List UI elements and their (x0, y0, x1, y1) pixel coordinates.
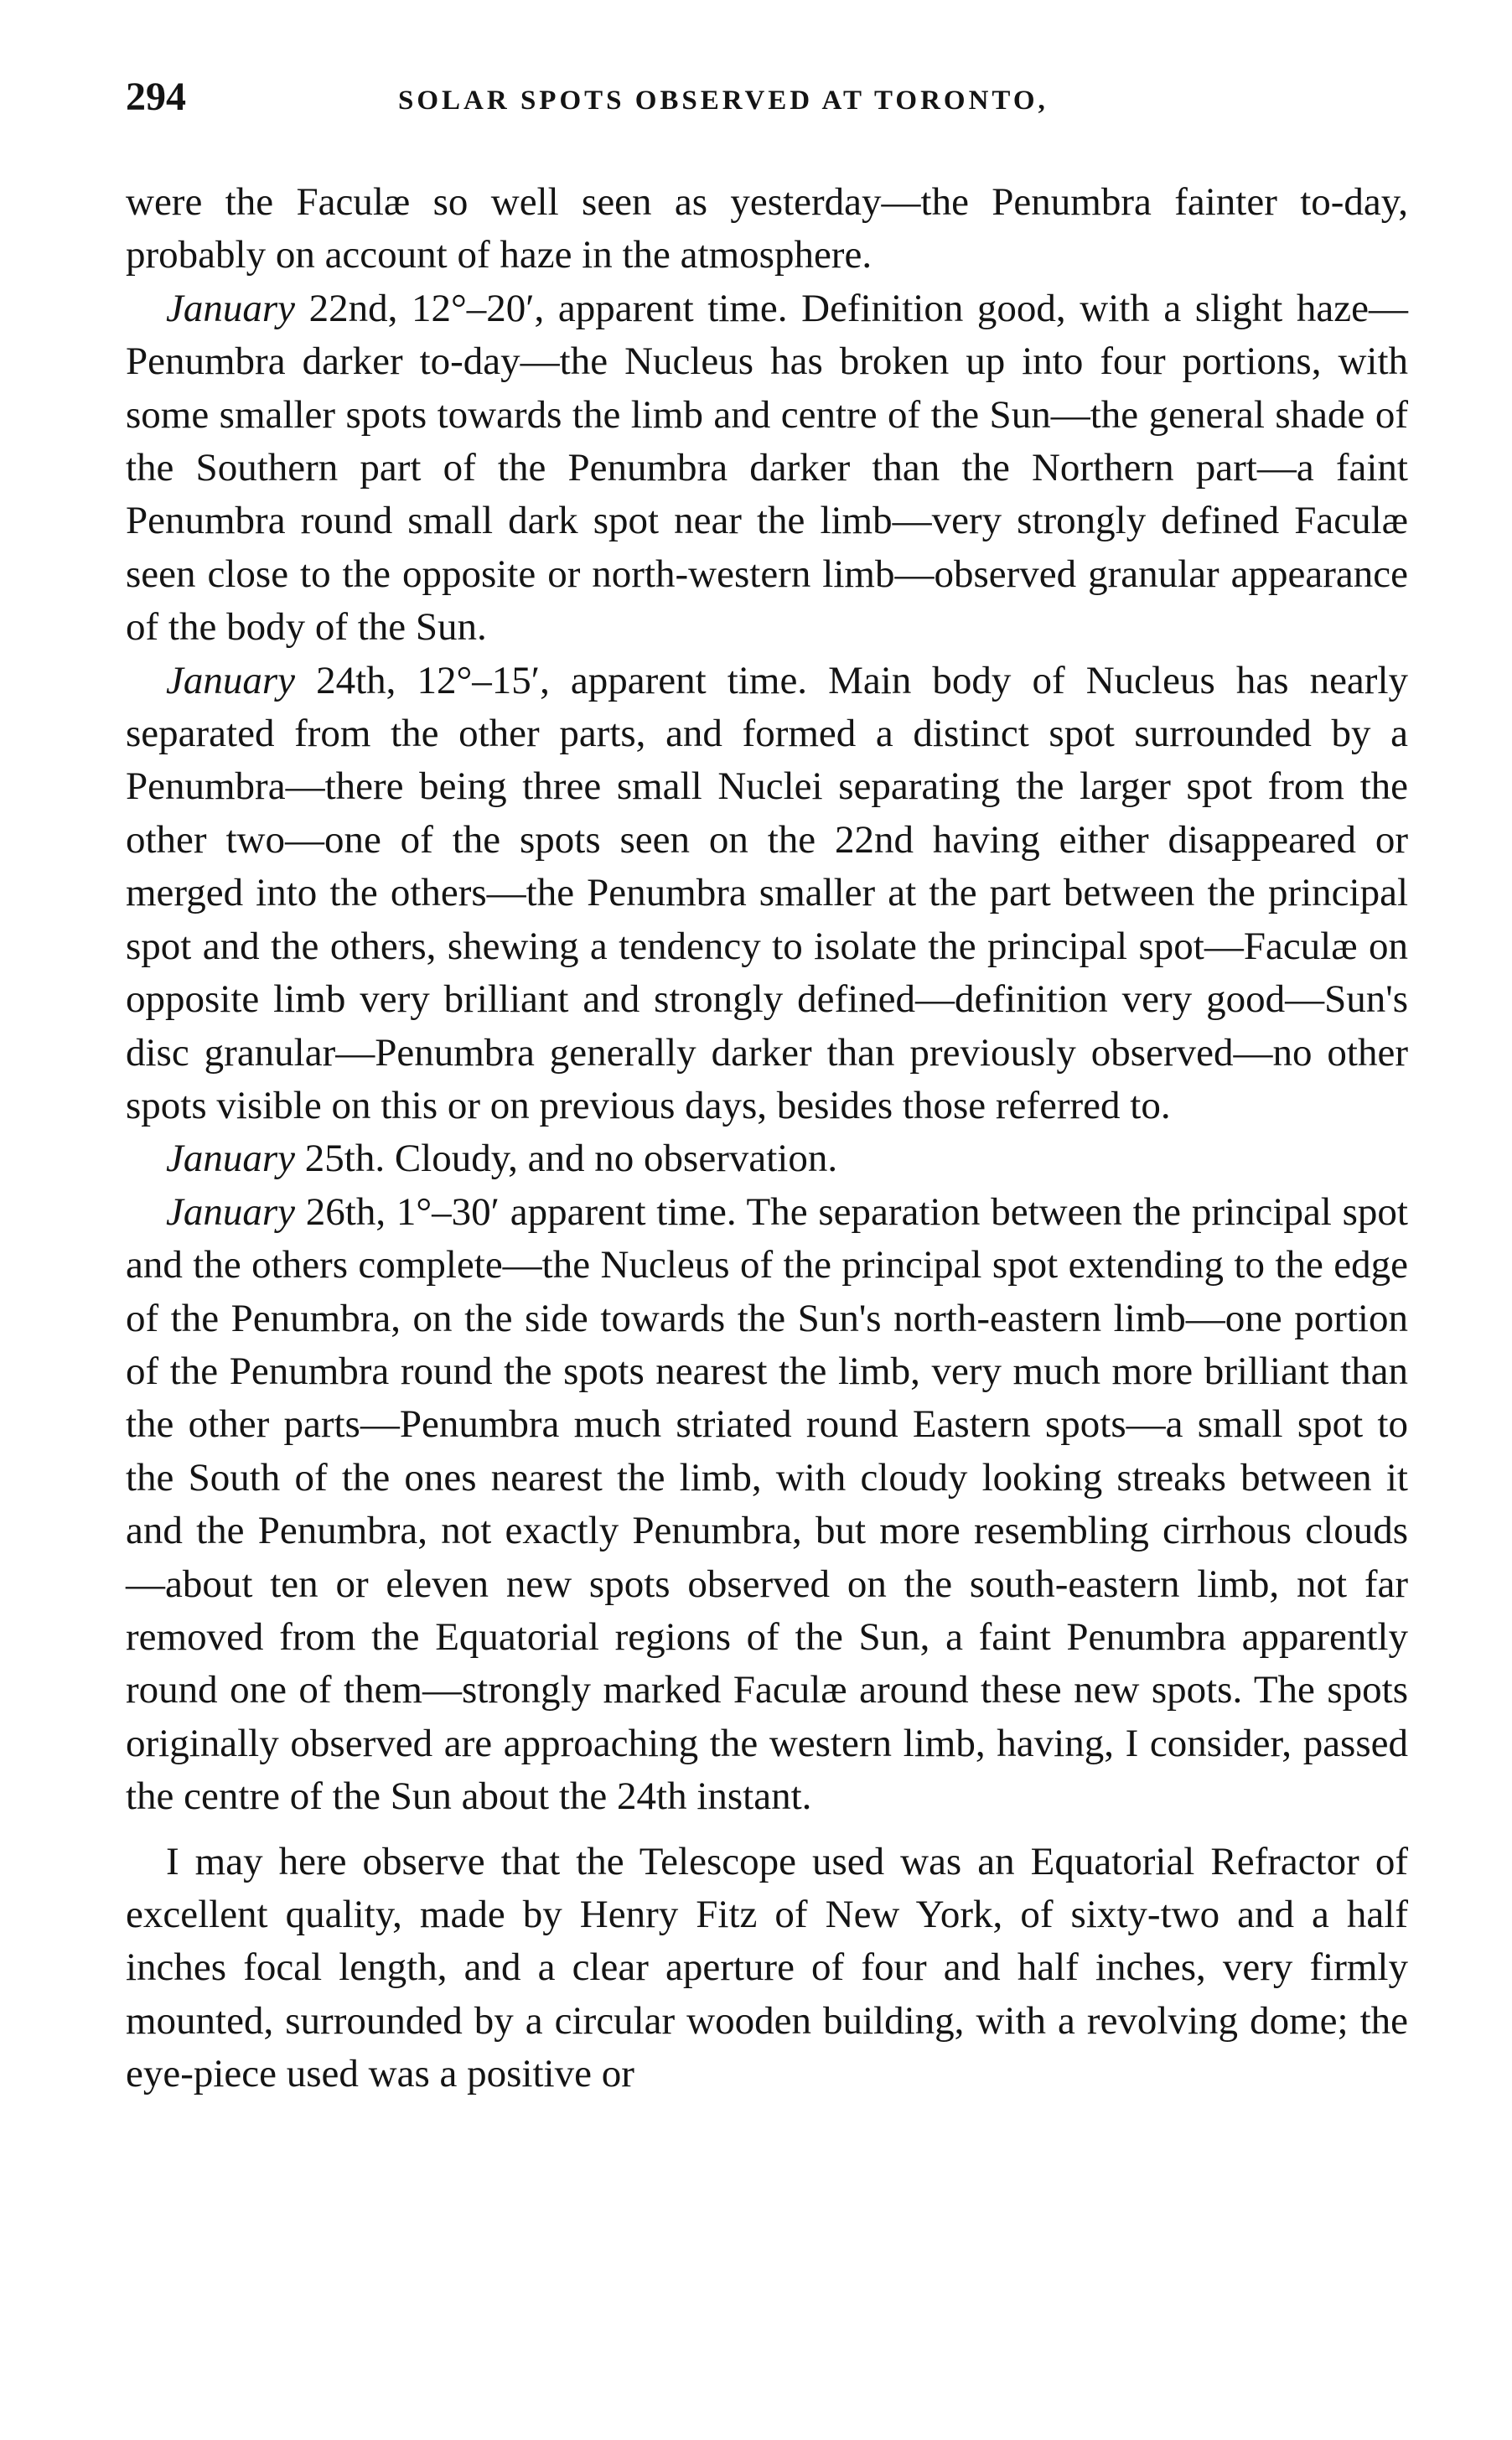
date-label: January (166, 1189, 296, 1234)
body-text (126, 176, 1408, 2101)
running-head (126, 74, 1408, 132)
entry-text: 22nd, 12°–20′, apparent time. Definition good, with a slight haze—Penumbra darker to-day—the Nucleus has broken up into four portions, with some smaller spots towards the limb and centre of the Sun—the general shade of the Southern part of the Penumbra darker than the Northern part—a faint Penumbra round small dark spot near the limb—very strongly defined Faculæ seen close to the opposite or north-western limb—observed granular appearance of the body of the Sun. (126, 286, 1408, 650)
entry-text: 24th, 12°–15′, apparent time. Main body of Nucleus has nearly separated from the other parts, and formed a distinct spot surrounded by a Penumbra—there being three small Nuclei separating the larger spot from the other two—one of the spots seen on the 22nd having either disappeared or merged into the others—the Penumbra smaller at the part between the principal spot and the others, shewing a tendency to isolate the principal spot—Faculæ on opposite limb very brilliant and strongly defined—definition very good—Sun's disc granular—Penumbra generally darker than previously observed—no other spots visible on this or on previous days, besides those referred to. (126, 658, 1408, 1127)
page-number: 294 (126, 75, 186, 119)
page (126, 74, 1408, 2412)
observation-entry-jan-22 (126, 282, 1408, 655)
continued-paragraph: were the Faculæ so well seen as yesterday—the Penumbra fainter to-day, probably on account of haze in the atmosphere. (126, 180, 1408, 277)
date-label: January (166, 1137, 296, 1181)
date-label: January (166, 658, 296, 702)
running-title: SOLAR SPOTS OBSERVED AT TORONTO, (398, 85, 1049, 116)
telescope-paragraph: I may here observe that the Telescope used was an Equatorial Refractor of excellent quality, made by Henry Fitz of New York, of sixty-two and a half inches focal length, and a clear aperture of four and half inches, very firmly mounted, surrounded by a circular wooden building, with a revolving dome; the eye-piece used was a positive or (126, 1839, 1408, 2096)
observation-entry-jan-24 (126, 655, 1408, 1133)
date-label: January (166, 286, 296, 330)
observation-entry-jan-26 (126, 1186, 1408, 1824)
entry-text: 25th. Cloudy, and no observation. (295, 1137, 838, 1181)
observation-entry-jan-25 (126, 1132, 1408, 1185)
entry-text: 26th, 1°–30′ apparent time. The separation between the principal spot and the others complete—the Nucleus of the principal spot extending to the edge of the Penumbra, on the side towards the Sun's north-eastern limb—one portion of the Penumbra round the spots nearest the limb, very much more brilliant than the other parts—Penumbra much striated round Eastern spots—a small spot to the South of the ones nearest the limb, with cloudy looking streaks between it and the Penumbra, not exactly Penumbra, but more resembling cirrhous clouds—about ten or eleven new spots observed on the south-eastern limb, not far removed from the Equatorial regions of the Sun, a faint Penumbra apparently round one of them—strongly marked Faculæ around these new spots. The spots originally observed are approaching the western limb, having, I consider, passed the centre of the Sun about the 24th instant. (126, 1189, 1408, 1819)
